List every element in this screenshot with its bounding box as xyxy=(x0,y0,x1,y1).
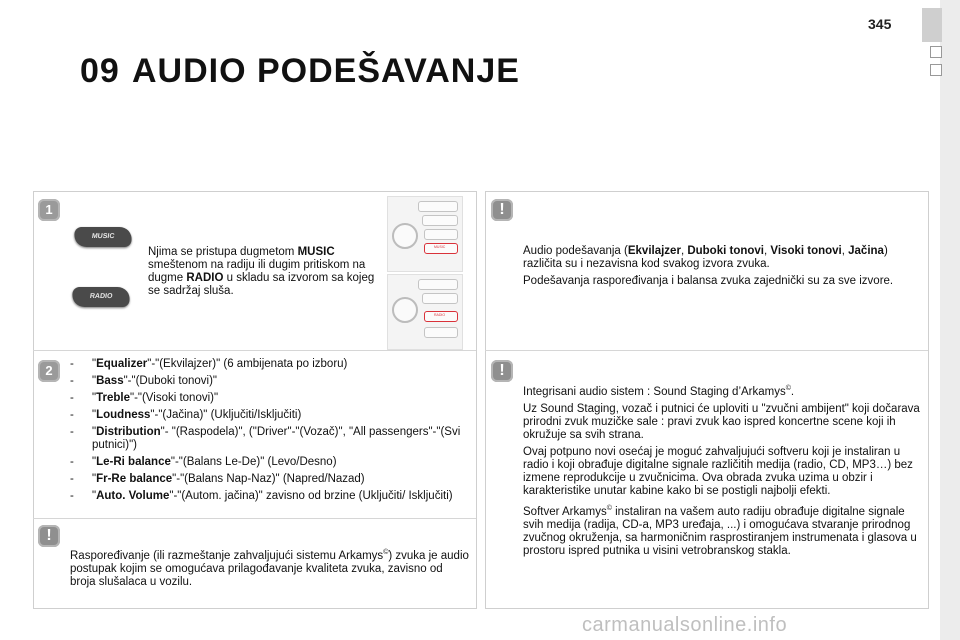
radio-button-icon xyxy=(424,327,458,338)
sound-staging-note: Integrisani audio sistem : Sound Staging d’Arkamys©. Uz Sound Staging, vozač i putnici će uploviti u "zvučni ambijent" koji dočarava prirodni zvuk muzičke sale : pravi zvuk kao ispred koncertne scene koji ih okružuje sa svih strana. Ovaj potpuno novi osećaj je moguć zahvaljujući softveru koji je instaliran u radio i koji obrađuje digitalne signale različitih medija (radio, CD, MP3…) bez izmene reprodukcije u zvučnicima. Ova obrada zvuka uzima u obzir i karakteristike unutar kabine kako bi se postigli najbolji efekti. Softver Arkamys© instaliran na vašem auto radiju obrađuje digitalne signale svih medija (radija, CD-a, MP3 uređaja, ...) i omogućava stvaranje prirodnog zvučnog okruženja, sa harmoničnim rasprostiranjem instrumenata i glasova u prostoru ispred putnika u visini vetrobranskog stakla. xyxy=(523,385,920,557)
list-item: - "Auto. Volume"-"(Autom. jačina)" zavisno od brzine (Uključiti/ Isključiti) xyxy=(70,490,453,502)
step-1-badge: 1 xyxy=(38,199,60,221)
warning-icon: ! xyxy=(491,199,513,221)
radio-illustration xyxy=(387,274,463,350)
divider xyxy=(33,518,476,519)
radio-button-icon xyxy=(418,201,458,212)
divider xyxy=(485,350,928,351)
list-item: - "Distribution"- "(Raspodela)", ("Driver"-"(Vozač)", "All passengers"-"(Svi putnici)") xyxy=(70,426,461,451)
list-item: - "Treble"-"(Visoki tonovi)" xyxy=(70,392,219,404)
nav-square-icon xyxy=(930,46,942,58)
volume-knob-icon xyxy=(392,297,418,323)
section-tab xyxy=(922,8,942,42)
side-strip xyxy=(940,0,960,640)
music-button-illustration: MUSIC xyxy=(73,227,134,247)
page-number: 345 xyxy=(868,16,892,32)
list-item: - "Fr-Re balance"-"(Balans Nap-Naz)" (Napred/Nazad) xyxy=(70,473,365,485)
radio-button-illustration: RADIO xyxy=(71,287,132,307)
radio-illustration xyxy=(387,196,463,272)
radio-button-label: RADIO xyxy=(434,313,446,317)
divider xyxy=(33,350,476,351)
music-label: MUSIC xyxy=(297,246,335,258)
list-item: - "Le-Ri balance"-"(Balans Le-De)" (Levo/Desno) xyxy=(70,456,337,468)
chapter-number: 09 xyxy=(80,52,120,90)
nav-square-icon xyxy=(930,64,942,76)
list-item: - "Loudness"-"(Jačina)" (Uključiti/Isključiti) xyxy=(70,409,302,421)
radio-button-icon xyxy=(422,215,458,226)
radio-button-icon xyxy=(422,293,458,304)
warning-icon: ! xyxy=(38,525,60,547)
distribution-note: Raspoređivanje (ili razmeštanje zahvaljujući sistemu Arkamys©) zvuka je audio postupak kojim se omogućava prilagođavanje kvaliteta zvuka, zavisno od broja slušalaca u vozilu. xyxy=(70,549,469,588)
warning-icon: ! xyxy=(491,360,513,382)
audio-settings-note: Audio podešavanja (Ekvilajzer, Duboki tonovi, Visoki tonovi, Jačina) različita su i nezavisna kod svakog izvora zvuka. Podešavanja raspoređivanja i balansa zvuka zajednički su za sve izvore. xyxy=(523,245,894,287)
settings-list xyxy=(70,358,466,507)
radio-button-icon xyxy=(424,229,458,240)
step-2-badge: 2 xyxy=(38,360,60,382)
radio-button-label: MUSIC xyxy=(434,245,446,249)
step-1-text: Njima se pristupa dugmetom MUSIC smeštenom na radiju ili dugim pritiskom na dugme RADIO u skladu sa izvorom sa kojeg se sadržaj sluša. xyxy=(148,246,375,297)
volume-knob-icon xyxy=(392,223,418,249)
page-title: AUDIO PODEŠAVANJE xyxy=(132,52,520,90)
list-item: - "Bass"-"(Duboki tonovi)" xyxy=(70,375,218,387)
watermark: carmanualsonline.info xyxy=(582,614,788,636)
radio-label: RADIO xyxy=(186,272,224,284)
list-item: - "Equalizer"-"(Ekvilajzer)" (6 ambijenata po izboru) xyxy=(70,358,348,370)
radio-button-icon xyxy=(418,279,458,290)
